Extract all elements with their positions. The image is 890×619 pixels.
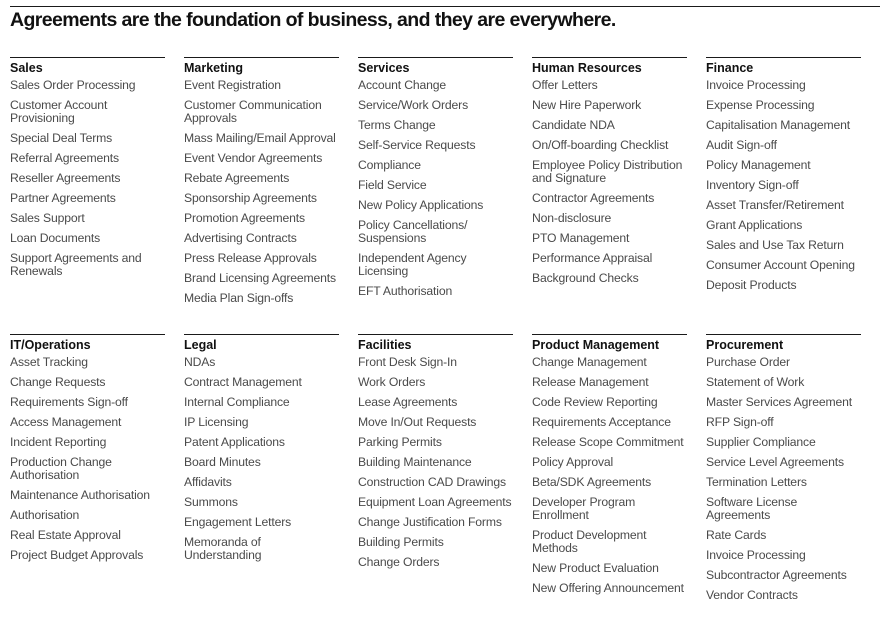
departments-grid [10, 57, 880, 617]
agreement-item: Referral Agreements [10, 151, 119, 165]
agreement-item: Invoice Processing [706, 78, 806, 92]
agreement-item: Rate Cards [706, 528, 767, 542]
agreement-item: Building Permits [358, 535, 444, 549]
agreement-item: Move In/Out Requests [358, 415, 477, 429]
agreement-item: Statement of Work [706, 375, 805, 389]
agreement-item: Field Service [358, 178, 427, 192]
agreement-item: Advertising Contracts [184, 231, 297, 245]
agreement-item: Asset Transfer/Retirement [706, 198, 844, 212]
agreement-item: Code Review Reporting [532, 395, 658, 409]
agreement-item: Media Plan Sign-offs [184, 291, 294, 305]
agreement-item: Subcontractor Agreements [706, 568, 847, 582]
agreement-item: Sales and Use Tax Return [706, 238, 844, 252]
agreement-item: Developer Program Enrollment [532, 495, 636, 522]
agreement-item: Service/Work Orders [358, 98, 469, 112]
department-column-services [358, 57, 513, 305]
agreement-item: Employee Policy Distribution and Signature [532, 158, 683, 185]
department-title: Procurement [706, 338, 784, 352]
agreement-item: Compliance [358, 158, 421, 172]
agreement-item: Customer Communication Approvals [184, 98, 322, 125]
agreement-item: Mass Mailing/Email Approval [184, 131, 336, 145]
agreement-item: Audit Sign-off [706, 138, 777, 152]
agreement-list [358, 356, 513, 569]
agreement-item: Affidavits [184, 475, 232, 489]
agreement-item: IP Licensing [184, 415, 249, 429]
agreement-item: Reseller Agreements [10, 171, 121, 185]
agreement-item: Lease Agreements [358, 395, 458, 409]
agreement-item: Access Management [10, 415, 122, 429]
department-title: Human Resources [532, 61, 642, 75]
agreement-item: Supplier Compliance [706, 435, 816, 449]
agreement-item: Partner Agreements [10, 191, 116, 205]
agreement-item: Change Requests [10, 375, 106, 389]
agreement-item: Board Minutes [184, 455, 261, 469]
agreement-item: Master Services Agreement [706, 395, 852, 409]
agreement-item: Background Checks [532, 271, 639, 285]
agreement-item: New Offering Announcement [532, 581, 684, 595]
agreement-item: Promotion Agreements [184, 211, 305, 225]
agreement-item: Sales Order Processing [10, 78, 136, 92]
agreement-item: Contractor Agreements [532, 191, 655, 205]
agreement-item: Real Estate Approval [10, 528, 121, 542]
agreement-item: Release Management [532, 375, 649, 389]
agreement-item: Beta/SDK Agreements [532, 475, 652, 489]
department-title: Facilities [358, 338, 412, 352]
department-column-finance [706, 57, 861, 299]
agreement-item: Termination Letters [706, 475, 807, 489]
agreement-item: Account Change [358, 78, 447, 92]
agreement-item: Parking Permits [358, 435, 442, 449]
agreement-item: Deposit Products [706, 278, 797, 292]
agreement-item: Non-disclosure [532, 211, 612, 225]
agreement-item: Maintenance Authorisation [10, 488, 150, 502]
agreement-item: Event Registration [184, 78, 281, 92]
agreement-item: New Hire Paperwork [532, 98, 642, 112]
agreement-item: Software License Agreements [706, 495, 798, 522]
agreement-item: Terms Change [358, 118, 436, 132]
agreement-item: Brand Licensing Agreements [184, 271, 336, 285]
agreement-item: Sponsorship Agreements [184, 191, 317, 205]
agreement-item: Consumer Account Opening [706, 258, 855, 272]
agreement-item: Capitalisation Management [706, 118, 850, 132]
agreement-item: Offer Letters [532, 78, 598, 92]
agreement-item: Change Justification Forms [358, 515, 502, 529]
agreement-list [10, 79, 165, 278]
department-column-it-operations [10, 334, 165, 569]
agreement-list [184, 79, 339, 305]
agreement-item: Contract Management [184, 375, 302, 389]
department-title: Product Management [532, 338, 660, 352]
department-column-product-management [532, 334, 687, 602]
department-column-sales [10, 57, 165, 285]
top-rule [10, 6, 880, 7]
agreement-item: Special Deal Terms [10, 131, 113, 145]
agreement-item: Invoice Processing [706, 548, 806, 562]
agreement-item: Equipment Loan Agreements [358, 495, 512, 509]
agreement-item: RFP Sign-off [706, 415, 774, 429]
agreement-list [706, 79, 861, 292]
agreement-item: New Policy Applications [358, 198, 484, 212]
agreement-list [358, 79, 513, 298]
agreement-item: Change Management [532, 355, 647, 369]
agreement-item: Incident Reporting [10, 435, 107, 449]
agreement-item: Customer Account Provisioning [10, 98, 108, 125]
agreement-item: Engagement Letters [184, 515, 292, 529]
department-column-facilities [358, 334, 513, 576]
department-title: Marketing [184, 61, 244, 75]
agreement-item: PTO Management [532, 231, 630, 245]
department-title: Services [358, 61, 410, 75]
agreement-item: Policy Approval [532, 455, 614, 469]
agreement-item: Product Development Methods [532, 528, 647, 555]
department-column-human-resources [532, 57, 687, 292]
agreement-list [706, 356, 861, 602]
agreement-item: Policy Cancellations/ Suspensions [358, 218, 468, 245]
agreement-item: Purchase Order [706, 355, 790, 369]
agreement-item: Requirements Sign-off [10, 395, 128, 409]
agreement-item: Event Vendor Agreements [184, 151, 323, 165]
agreement-item: Construction CAD Drawings [358, 475, 506, 489]
agreement-item: Self-Service Requests [358, 138, 476, 152]
agreement-item: Grant Applications [706, 218, 803, 232]
agreement-item: Summons [184, 495, 238, 509]
agreement-item: Requirements Acceptance [532, 415, 671, 429]
department-title: Finance [706, 61, 754, 75]
department-title: IT/Operations [10, 338, 91, 352]
agreement-item: Service Level Agreements [706, 455, 844, 469]
department-title: Legal [184, 338, 217, 352]
agreement-item: EFT Authorisation [358, 284, 453, 298]
department-column-marketing [184, 57, 339, 312]
agreement-item: Press Release Approvals [184, 251, 317, 265]
agreement-item: Project Budget Approvals [10, 548, 144, 562]
agreement-item: Front Desk Sign-In [358, 355, 457, 369]
agreement-item: Patent Applications [184, 435, 285, 449]
agreement-item: Rebate Agreements [184, 171, 290, 185]
agreement-item: Expense Processing [706, 98, 815, 112]
agreement-item: Change Orders [358, 555, 440, 569]
department-column-procurement [706, 334, 861, 609]
agreement-item: Loan Documents [10, 231, 101, 245]
agreement-item: On/Off-boarding Checklist [532, 138, 669, 152]
agreement-list [10, 356, 165, 562]
agreement-list [532, 79, 687, 285]
agreement-item: Work Orders [358, 375, 426, 389]
agreement-list [532, 356, 687, 595]
agreement-item: Production Change Authorisation [10, 455, 112, 482]
agreement-item: Support Agreements and Renewals [10, 251, 142, 278]
page-headline: Agreements are the foundation of business, and they are everywhere. [10, 9, 616, 31]
department-column-legal [184, 334, 339, 569]
department-title: Sales [10, 61, 43, 75]
agreement-item: Inventory Sign-off [706, 178, 799, 192]
agreement-item: New Product Evaluation [532, 561, 659, 575]
agreement-item: Memoranda of Understanding [184, 535, 262, 562]
agreement-item: Performance Appraisal [532, 251, 653, 265]
agreement-item: Independent Agency Licensing [358, 251, 467, 278]
agreement-item: Sales Support [10, 211, 85, 225]
agreement-item: NDAs [184, 355, 216, 369]
agreement-item: Candidate NDA [532, 118, 615, 132]
agreement-item: Policy Management [706, 158, 811, 172]
agreement-item: Release Scope Commitment [532, 435, 684, 449]
agreement-item: Internal Compliance [184, 395, 290, 409]
agreement-item: Building Maintenance [358, 455, 472, 469]
agreement-list [184, 356, 339, 562]
agreement-item: Asset Tracking [10, 355, 88, 369]
agreement-item: Vendor Contracts [706, 588, 798, 602]
agreement-item: Authorisation [10, 508, 80, 522]
